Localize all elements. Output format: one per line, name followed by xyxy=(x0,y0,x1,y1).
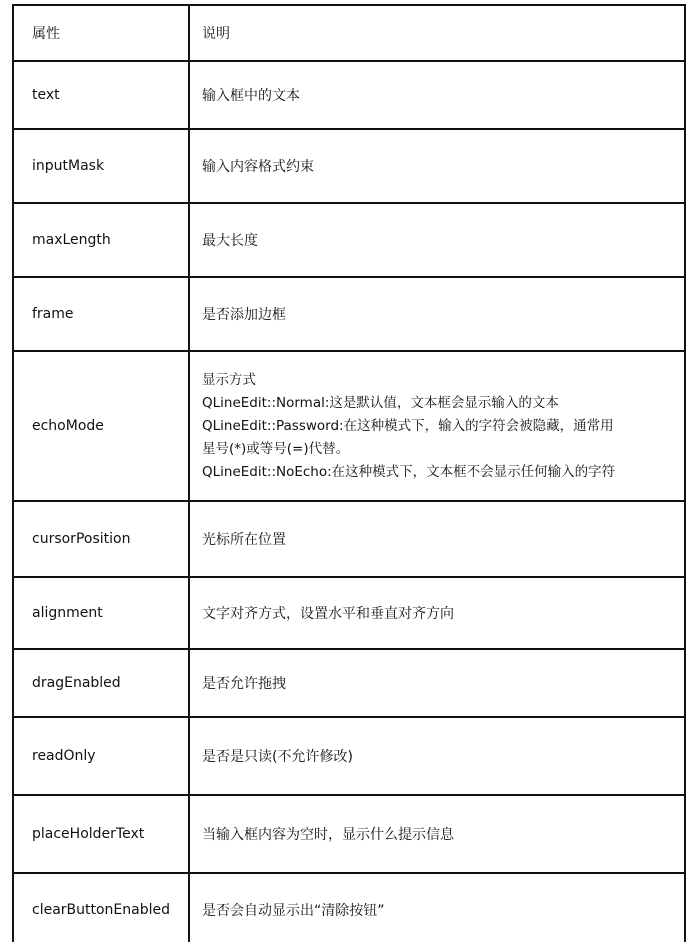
property-description: 是否添加边框 xyxy=(202,307,286,323)
property-description: 是否会自动显示出“清除按钮” xyxy=(202,903,385,919)
description-line: QLineEdit::NoEcho:在这种模式下，文本框不会显示任何输入的字符 xyxy=(202,463,616,480)
property-name: text xyxy=(14,62,190,128)
property-description: 输入内容格式约束 xyxy=(202,159,314,175)
property-name: echoMode xyxy=(14,352,190,500)
property-name: dragEnabled xyxy=(14,650,190,716)
property-table xyxy=(12,4,686,942)
property-name: frame xyxy=(14,278,190,350)
table-row xyxy=(12,648,686,718)
description-line: QLineEdit::Normal:这是默认值，文本框会显示输入的文本 xyxy=(202,394,559,411)
property-description: 最大长度 xyxy=(202,233,258,249)
property-description: 输入框中的文本 xyxy=(202,88,300,104)
header-property: 属性 xyxy=(14,6,190,60)
property-description: 文字对齐方式，设置水平和垂直对齐方向 xyxy=(202,606,454,622)
table-row xyxy=(12,872,686,942)
table-row xyxy=(12,60,686,130)
description-line: QLineEdit::Password:在这种模式下，输入的字符会被隐藏，通常用 xyxy=(202,417,614,434)
property-description: 是否是只读(不允许修改) xyxy=(202,749,353,765)
property-name: inputMask xyxy=(14,130,190,202)
table-row xyxy=(12,716,686,796)
table-row xyxy=(12,350,686,502)
description-line: 星号(*)或等号(=)代替。 xyxy=(202,440,350,457)
table-row xyxy=(12,576,686,650)
table-row xyxy=(12,276,686,352)
property-name: readOnly xyxy=(14,718,190,794)
property-description xyxy=(190,352,684,500)
property-name: placeHolderText xyxy=(14,796,190,872)
header-description: 说明 xyxy=(202,26,230,42)
table-row xyxy=(12,202,686,278)
property-name: maxLength xyxy=(14,204,190,276)
property-name: clearButtonEnabled xyxy=(14,874,190,942)
property-description: 当输入框内容为空时，显示什么提示信息 xyxy=(202,827,454,843)
table-header-row xyxy=(12,4,686,62)
table-row xyxy=(12,128,686,204)
description-line: 显示方式 xyxy=(202,371,256,388)
property-name: cursorPosition xyxy=(14,502,190,576)
property-name: alignment xyxy=(14,578,190,648)
property-description: 光标所在位置 xyxy=(202,532,286,548)
table-row xyxy=(12,794,686,874)
table-row xyxy=(12,500,686,578)
property-description: 是否允许拖拽 xyxy=(202,676,286,692)
